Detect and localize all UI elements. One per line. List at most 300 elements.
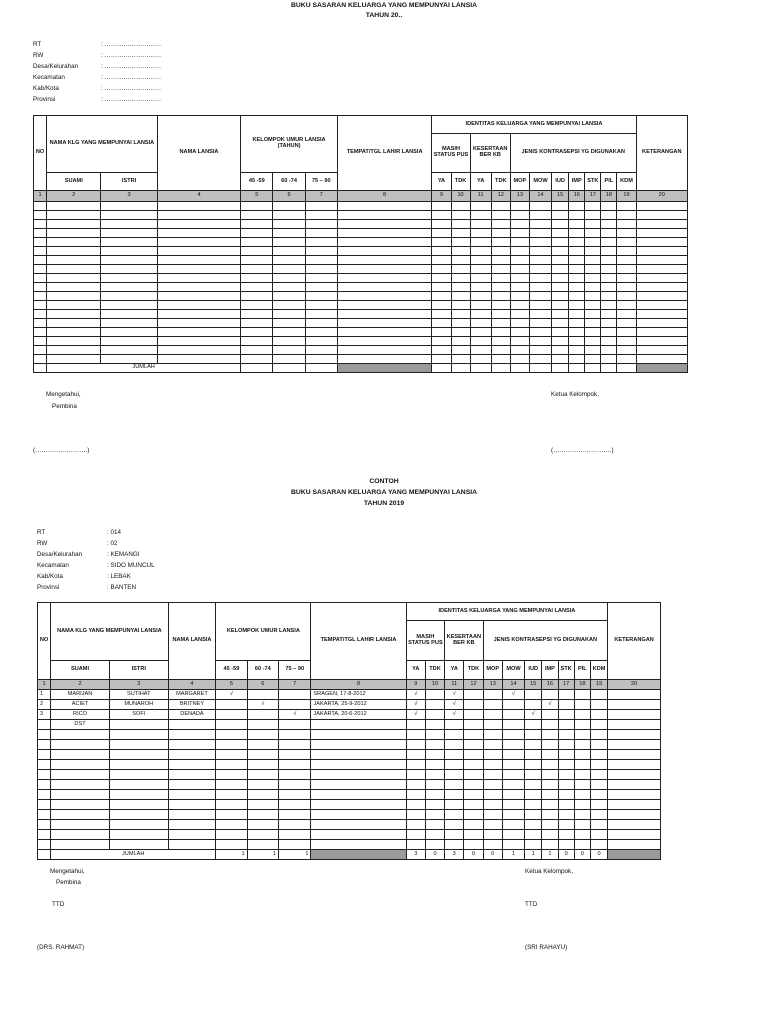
table-cell — [241, 337, 273, 346]
table-row — [34, 265, 688, 274]
table-cell — [636, 319, 687, 328]
table-cell — [273, 265, 305, 274]
table-cell — [432, 337, 451, 346]
total-identitas — [569, 364, 585, 373]
table-cell — [525, 800, 542, 810]
total-cell — [38, 850, 51, 860]
column-number: 19 — [617, 191, 636, 202]
table-cell — [168, 800, 216, 810]
table-cell — [483, 840, 502, 850]
header-method: IMP — [542, 661, 558, 680]
table-cell: SOFI — [109, 710, 168, 720]
table-cell — [168, 740, 216, 750]
table-cell — [636, 247, 687, 256]
table-cell — [216, 700, 247, 710]
table-cell — [337, 319, 432, 328]
table-cell — [585, 256, 601, 265]
table-row — [34, 256, 688, 265]
table-cell — [337, 202, 432, 211]
table-cell — [542, 760, 558, 770]
table-cell — [216, 840, 247, 850]
table-cell — [483, 760, 502, 770]
table-cell — [47, 202, 101, 211]
table-cell — [305, 220, 337, 229]
table-cell — [445, 720, 464, 730]
table-cell — [109, 740, 168, 750]
table-cell — [51, 840, 110, 850]
column-number: 9 — [432, 191, 451, 202]
table-cell — [510, 229, 529, 238]
jumlah-label: JUMLAH — [51, 850, 216, 860]
header-istri: ISTRI — [101, 173, 157, 191]
header-identitas: IDENTITAS KELUARGA YANG MEMPUNYAI LANSIA — [432, 116, 636, 134]
table-cell — [569, 265, 585, 274]
table-cell — [601, 202, 617, 211]
table-cell — [617, 319, 636, 328]
table-cell — [279, 800, 311, 810]
table-cell — [590, 770, 607, 780]
table-cell — [502, 800, 524, 810]
table-cell — [445, 760, 464, 770]
table-cell — [569, 301, 585, 310]
total-age — [305, 364, 337, 373]
table-cell — [311, 750, 406, 760]
table-cell — [491, 319, 510, 328]
table-cell — [569, 337, 585, 346]
table-cell — [636, 346, 687, 355]
table-cell — [241, 355, 273, 364]
table-cell — [157, 355, 241, 364]
table-cell — [279, 830, 311, 840]
table-cell — [216, 720, 247, 730]
table-cell — [585, 292, 601, 301]
table-cell — [574, 840, 590, 850]
table-cell — [273, 328, 305, 337]
table-cell — [157, 301, 241, 310]
table-row — [34, 220, 688, 229]
table-cell — [305, 301, 337, 310]
total-identitas: 0 — [425, 850, 444, 860]
table-cell — [168, 810, 216, 820]
table-cell — [337, 247, 432, 256]
table-cell — [636, 220, 687, 229]
table-cell — [590, 740, 607, 750]
table-cell: √ — [445, 710, 464, 720]
table-cell: 1 — [38, 690, 51, 700]
column-number: 13 — [483, 680, 502, 690]
total-age: 1 — [247, 850, 278, 860]
info-value: : KEMANGI — [107, 551, 140, 558]
total-age — [241, 364, 273, 373]
table-cell — [574, 690, 590, 700]
table-cell — [558, 730, 574, 740]
table-cell — [552, 310, 569, 319]
table-cell — [470, 256, 491, 265]
table-cell — [241, 202, 273, 211]
table-cell — [525, 770, 542, 780]
table-cell — [585, 301, 601, 310]
example-sign-right-label: Ketua Kelompok, — [525, 868, 573, 875]
table-cell — [552, 301, 569, 310]
table-cell — [273, 292, 305, 301]
table-row — [34, 292, 688, 301]
table-cell — [406, 750, 425, 760]
table-cell — [542, 830, 558, 840]
table-cell — [590, 720, 607, 730]
table-cell — [157, 247, 241, 256]
table-cell — [445, 770, 464, 780]
info-value: : SIDO MUNCUL — [107, 562, 155, 569]
table-cell — [470, 337, 491, 346]
table-cell — [525, 740, 542, 750]
table-cell: MUNAROH — [109, 700, 168, 710]
table-cell — [636, 238, 687, 247]
info-value: : 014 — [107, 529, 122, 536]
table-cell — [445, 790, 464, 800]
table-cell — [451, 238, 470, 247]
table-cell — [542, 790, 558, 800]
table-cell — [157, 337, 241, 346]
table-row — [34, 355, 688, 364]
table-cell — [636, 355, 687, 364]
table-cell — [216, 760, 247, 770]
table-cell — [273, 229, 305, 238]
table-cell — [590, 690, 607, 700]
table-cell — [247, 690, 278, 700]
table-cell — [510, 274, 529, 283]
header-keterangan: KETERANGAN — [608, 603, 661, 680]
table-cell — [279, 780, 311, 790]
table-cell — [305, 355, 337, 364]
table-cell — [510, 238, 529, 247]
table-cell — [425, 750, 444, 760]
table-cell — [241, 211, 273, 220]
header-masih-pus: MASIH STATUS PUS — [406, 621, 444, 661]
jumlah-label: JUMLAH — [47, 364, 241, 373]
table-cell — [216, 790, 247, 800]
header-kesertaan-kb: KESERTAAN BER KB — [445, 621, 483, 661]
table-cell — [168, 720, 216, 730]
table-cell — [529, 283, 551, 292]
table-cell — [101, 355, 157, 364]
table-cell — [157, 220, 241, 229]
table-cell — [464, 770, 483, 780]
table-cell — [34, 292, 47, 301]
table-cell — [542, 720, 558, 730]
table-cell — [529, 346, 551, 355]
table-cell — [34, 301, 47, 310]
header-age-range: 45 -59 — [216, 661, 247, 680]
header-method: MOW — [502, 661, 524, 680]
table-row — [38, 820, 661, 830]
table-cell — [38, 800, 51, 810]
table-cell — [502, 760, 524, 770]
table-cell: √ — [279, 710, 311, 720]
total-identitas — [552, 364, 569, 373]
table-cell — [552, 319, 569, 328]
table-cell — [311, 780, 406, 790]
table-cell — [483, 690, 502, 700]
table-cell: √ — [406, 690, 425, 700]
table-cell — [552, 265, 569, 274]
table-cell — [406, 810, 425, 820]
table-cell — [432, 220, 451, 229]
table-cell — [464, 760, 483, 770]
table-row — [38, 720, 661, 730]
column-number: 5 — [241, 191, 273, 202]
header-jenis-kontrasepsi: JENIS KONTRASEPSI YG DIGUNAKAN — [510, 134, 636, 173]
table-cell — [608, 690, 661, 700]
header-age-range: 45 -59 — [241, 173, 273, 191]
table-cell — [464, 830, 483, 840]
form-year: TAHUN 20.. — [365, 12, 403, 19]
table-cell — [491, 220, 510, 229]
table-cell — [305, 229, 337, 238]
table-cell — [558, 720, 574, 730]
total-age: 1 — [216, 850, 247, 860]
header-method: KDM — [590, 661, 607, 680]
table-cell — [491, 211, 510, 220]
column-number: 18 — [574, 680, 590, 690]
column-number: 2 — [51, 680, 110, 690]
table-cell — [311, 770, 406, 780]
table-cell — [464, 690, 483, 700]
column-number: 10 — [425, 680, 444, 690]
table-cell — [47, 355, 101, 364]
table-cell — [425, 780, 444, 790]
table-cell — [247, 770, 278, 780]
table-cell — [491, 247, 510, 256]
table-cell — [247, 720, 278, 730]
table-cell — [585, 265, 601, 274]
table-cell — [483, 780, 502, 790]
table-row — [38, 690, 661, 700]
table-cell — [51, 730, 110, 740]
table-cell — [601, 328, 617, 337]
table-cell — [558, 840, 574, 850]
table-cell — [502, 820, 524, 830]
info-label: Kecamatan — [33, 74, 65, 81]
table-cell — [34, 283, 47, 292]
table-cell — [585, 211, 601, 220]
table-cell — [464, 700, 483, 710]
table-cell — [542, 770, 558, 780]
table-cell — [101, 310, 157, 319]
table-cell — [47, 346, 101, 355]
table-cell — [241, 283, 273, 292]
table-cell — [101, 220, 157, 229]
table-cell — [525, 750, 542, 760]
total-keterangan — [636, 364, 687, 373]
table-cell — [101, 256, 157, 265]
table-cell — [569, 202, 585, 211]
table-cell — [529, 256, 551, 265]
table-cell: DENADA — [168, 710, 216, 720]
table-cell — [585, 283, 601, 292]
table-cell — [585, 346, 601, 355]
header-kesertaan-kb: KESERTAAN BER KB — [470, 134, 510, 173]
header-method: IMP — [569, 173, 585, 191]
table-cell — [451, 229, 470, 238]
total-identitas — [432, 364, 451, 373]
table-cell — [590, 750, 607, 760]
table-cell — [608, 760, 661, 770]
column-number: 3 — [101, 191, 157, 202]
table-cell — [585, 238, 601, 247]
table-cell — [464, 780, 483, 790]
table-cell — [574, 710, 590, 720]
column-number: 11 — [470, 191, 491, 202]
table-cell — [34, 229, 47, 238]
column-number: 9 — [406, 680, 425, 690]
table-cell — [273, 247, 305, 256]
table-cell — [574, 770, 590, 780]
table-cell — [529, 211, 551, 220]
info-label: Kab/Kota — [33, 85, 59, 92]
table-cell — [168, 730, 216, 740]
table-cell — [101, 283, 157, 292]
table-cell: √ — [247, 700, 278, 710]
table-cell — [569, 292, 585, 301]
table-cell — [529, 229, 551, 238]
table-cell — [38, 720, 51, 730]
table-cell — [617, 283, 636, 292]
table-cell — [432, 211, 451, 220]
table-cell — [425, 810, 444, 820]
table-cell — [432, 319, 451, 328]
table-cell — [247, 840, 278, 850]
table-row — [34, 229, 688, 238]
table-row — [38, 770, 661, 780]
table-cell — [47, 337, 101, 346]
table-cell — [502, 790, 524, 800]
table-cell — [590, 780, 607, 790]
table-cell — [636, 310, 687, 319]
table-cell — [542, 750, 558, 760]
table-cell — [491, 328, 510, 337]
table-cell — [241, 274, 273, 283]
column-number: 11 — [445, 680, 464, 690]
header-tempat-lahir: TEMPAT/TGL LAHIR LANSIA — [311, 603, 406, 680]
table-cell — [406, 790, 425, 800]
info-label: RT — [33, 41, 42, 48]
table-cell — [542, 710, 558, 720]
header-istri: ISTRI — [109, 661, 168, 680]
table-cell — [529, 292, 551, 301]
table-cell — [502, 770, 524, 780]
table-cell — [241, 346, 273, 355]
table-cell — [636, 274, 687, 283]
table-cell — [51, 760, 110, 770]
table-cell — [585, 355, 601, 364]
total-identitas: 1 — [502, 850, 524, 860]
table-cell — [451, 337, 470, 346]
example-sign-left-ttd: TTD — [52, 901, 65, 908]
table-cell — [273, 355, 305, 364]
table-cell — [168, 820, 216, 830]
table-cell — [617, 310, 636, 319]
column-number: 4 — [157, 191, 241, 202]
table-row — [38, 750, 661, 760]
table-cell — [510, 292, 529, 301]
table-cell — [241, 301, 273, 310]
table-cell — [601, 319, 617, 328]
table-cell — [491, 337, 510, 346]
table-cell — [464, 810, 483, 820]
total-row — [38, 850, 661, 860]
table-cell — [305, 202, 337, 211]
table-cell — [636, 337, 687, 346]
table-cell — [273, 238, 305, 247]
table-cell — [569, 346, 585, 355]
table-row — [38, 810, 661, 820]
table-cell — [406, 770, 425, 780]
table-cell — [608, 830, 661, 840]
header-method: STK — [585, 173, 601, 191]
table-cell — [279, 730, 311, 740]
table-cell — [34, 346, 47, 355]
total-identitas: 3 — [406, 850, 425, 860]
column-number: 12 — [491, 191, 510, 202]
table-cell — [38, 760, 51, 770]
header-method: PIL — [601, 173, 617, 191]
table-cell — [585, 202, 601, 211]
info-value: : ……………………… — [101, 63, 162, 70]
table-cell — [491, 256, 510, 265]
table-cell: 2 — [38, 700, 51, 710]
table-cell — [636, 229, 687, 238]
table-cell — [601, 283, 617, 292]
header-nama-lansia: NAMA LANSIA — [168, 603, 216, 680]
table-cell — [529, 274, 551, 283]
header-method: MOP — [483, 661, 502, 680]
info-value: : ……………………… — [101, 74, 162, 81]
table-cell — [558, 830, 574, 840]
table-cell — [558, 700, 574, 710]
table-cell — [432, 283, 451, 292]
table-cell: JAKARTA, 20-6-2012 — [311, 710, 406, 720]
table-cell — [529, 247, 551, 256]
table-cell — [432, 274, 451, 283]
table-cell — [241, 328, 273, 337]
table-cell — [542, 820, 558, 830]
example-title: BUKU SASARAN KELUARGA YANG MEMPUNYAI LANSIA — [290, 489, 478, 496]
table-cell — [464, 740, 483, 750]
table-cell — [216, 780, 247, 790]
table-cell — [101, 337, 157, 346]
table-cell — [451, 292, 470, 301]
table-cell — [47, 310, 101, 319]
table-cell — [47, 283, 101, 292]
column-number: 6 — [247, 680, 278, 690]
table-cell — [510, 355, 529, 364]
table-cell — [585, 337, 601, 346]
table-cell — [601, 265, 617, 274]
table-cell — [247, 760, 278, 770]
table-cell — [470, 310, 491, 319]
table-cell — [432, 328, 451, 337]
table-cell — [525, 720, 542, 730]
example-sign-right-ttd: TTD — [525, 901, 538, 908]
table-cell — [34, 355, 47, 364]
total-identitas — [585, 364, 601, 373]
table-cell — [483, 800, 502, 810]
table-cell — [47, 238, 101, 247]
table-cell — [617, 337, 636, 346]
table-cell — [464, 790, 483, 800]
table-cell — [311, 790, 406, 800]
table-cell — [247, 740, 278, 750]
